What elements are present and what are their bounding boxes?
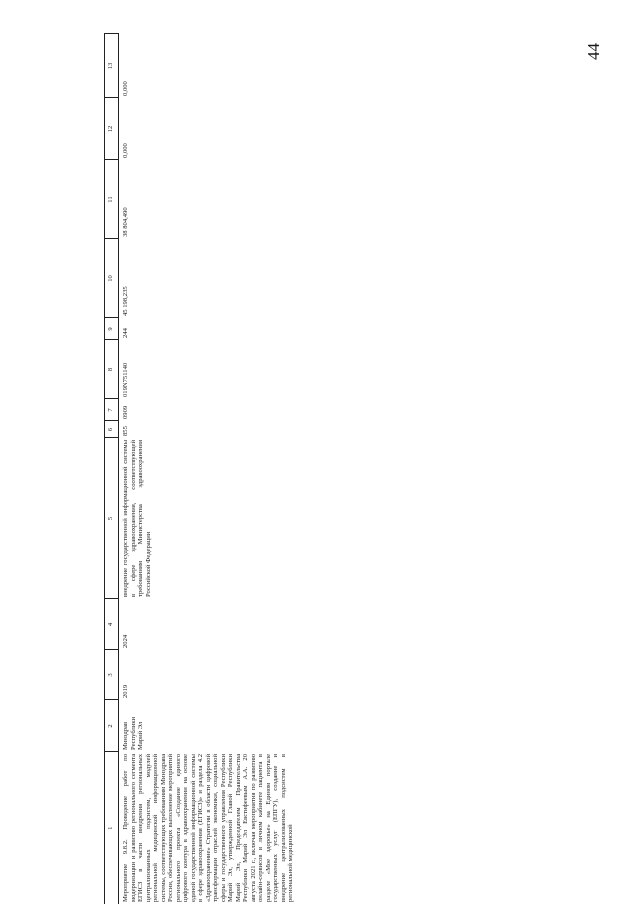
executor-cell: Минздрав Республики Марий Эл <box>122 716 144 750</box>
amount-col11-cell: 38 804,490 <box>122 207 129 237</box>
table-row <box>119 34 528 904</box>
expense-type-cell: 244 <box>122 328 129 338</box>
page-number: 44 <box>584 43 603 60</box>
amount-col13-cell: 0,000 <box>122 81 129 96</box>
column-header: 7 <box>104 399 119 421</box>
expected-result-cell: внедрение государственной информационной системы в сфере здравоохранения, соответствующей требованиям Министерства здравоохранения Российской Федерации <box>122 440 152 597</box>
column-header: 10 <box>104 239 119 318</box>
start-year-cell: 2019 <box>122 684 129 698</box>
amount-col10-cell: 45 198,235 <box>122 286 129 316</box>
amount-col12-cell: 0,000 <box>122 143 129 158</box>
column-header: 11 <box>104 160 119 239</box>
header-row <box>104 34 119 904</box>
grbs-code-cell: 855 <box>122 426 129 436</box>
column-header: 4 <box>104 599 119 650</box>
activity-description: Мероприятие 9.8.2. Проведение работ по модернизации и развитию регионального сегмента ЕГИСЗ в части внедрения региональных централизованных подсистем, модулей региональной медицинской информационной системы, соответствующих требованиям Минздрава России, обеспечивающих выполнение мероприятий регионального проекта «Создание единого цифрового контура в здравоохранении на основе единой государственной информационной системы в сфере здравоохранения (ЕГИСЗ)» и раздела 4.2 «Здравоохранение» Стратегии в области цифровой трансформации отраслей экономики, социальной сферы и государственного управления Республики Марий Эл, утвержденной Главой Республики Марий Эл, Председателем Правительства Республики Марий Эл Евстифеевым А.А. 20 августа 2021 г., включая мероприятия по развитию онлайн-сервисов в личном кабинете пациента в разделе «Мое здоровье» на Едином портале государственных услуг (ЕПГУ), создание и внедрение централизованных подсистем в региональной медицинской <box>122 754 294 902</box>
column-header: 6 <box>104 421 119 438</box>
column-header: 12 <box>104 98 119 160</box>
program-activities-table <box>104 34 527 905</box>
target-article-cell: 019N751140 <box>122 362 129 397</box>
column-header: 1 <box>104 752 119 904</box>
column-header: 13 <box>104 34 119 98</box>
column-header: 9 <box>104 318 119 340</box>
column-header: 8 <box>104 340 119 399</box>
rotated-table-sheet <box>104 34 528 904</box>
column-header: 2 <box>104 700 119 752</box>
column-header: 3 <box>104 650 119 700</box>
section-code-cell: 0909 <box>122 405 129 419</box>
column-header: 5 <box>104 438 119 599</box>
table-top-border <box>104 34 105 904</box>
end-year-cell: 2024 <box>122 634 129 648</box>
